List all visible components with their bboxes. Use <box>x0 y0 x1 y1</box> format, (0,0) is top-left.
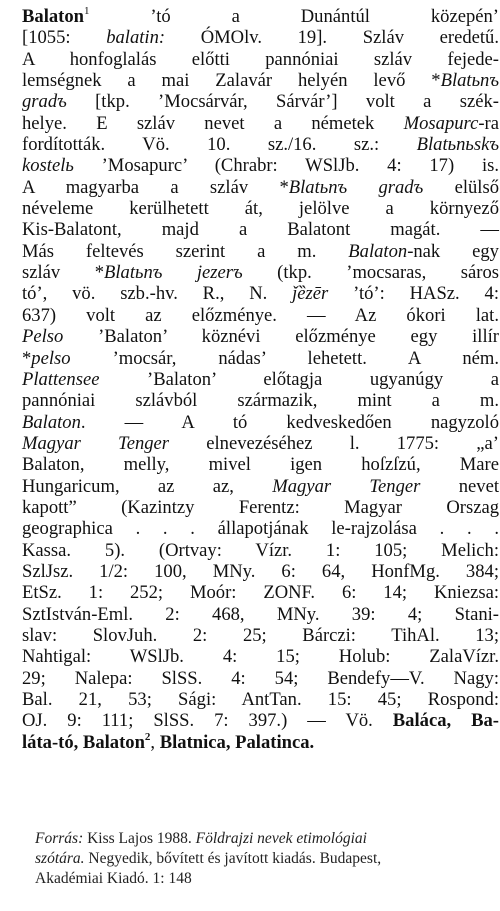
entry-line <box>22 433 499 454</box>
italic-text: gradъ <box>22 91 67 113</box>
italic-text: ǰȅzēr <box>292 283 329 305</box>
entry-line <box>22 646 499 667</box>
text-segment: kapott” (Kazintzy Ferentz: Magyar Orszag <box>22 496 499 518</box>
text-segment: 29; Nalepa: SlSS. 4: 54; Bendefy—V. Nagy: <box>22 667 499 689</box>
text-segment: Kassa. 5). (Ortvay: Vízr. 1: 105; Melich: <box>22 539 499 561</box>
text-segment: fordították. Vö. 10. sz./16. sz.: <box>22 134 417 156</box>
text-segment: ’Balaton’ köznévi előzménye egy illír <box>63 326 499 348</box>
text-segment: ÓMOlv. 19]. Szláv eredetű. <box>165 27 499 49</box>
italic-text: Plattensee <box>22 368 100 390</box>
headword-text: Blatnica, Palatinca. <box>159 731 315 753</box>
text-segment: Hungaricum, az az, <box>22 475 273 497</box>
headword-text: láta-tó, Balaton <box>22 731 145 753</box>
text-segment: ’tó a Dunántúl közepén’ <box>89 6 499 27</box>
italic-text: kostelь <box>22 155 74 177</box>
entry-line <box>22 241 499 262</box>
italic-text: Blatьnьskъ <box>416 134 499 156</box>
italic-text: Blatьnъ <box>440 70 499 92</box>
text-segment: Balaton, melly, mivel igen hoſzſzú, Mare <box>22 454 499 476</box>
text-segment: ’mocsár, nádas’ lehetett. A ném. <box>70 347 499 369</box>
entry-line <box>22 412 499 433</box>
entry-line <box>22 582 499 603</box>
source-line <box>35 869 465 889</box>
entry-line <box>22 390 499 411</box>
text-segment: -nak egy <box>407 240 499 262</box>
italic-text: Balaton <box>22 411 81 433</box>
entry-line <box>22 49 499 70</box>
italic-text: Forrás: <box>35 830 84 847</box>
text-segment: helye. E szláv nevet a németek <box>22 112 404 134</box>
entry-line <box>22 540 499 561</box>
entry-line <box>22 625 499 646</box>
text-segment: A magyarba a szláv * <box>22 176 289 198</box>
entry-line <box>22 134 499 155</box>
text-segment: ’Balaton’ előtagja ugyanúgy a <box>99 368 499 390</box>
entry-line <box>22 348 499 369</box>
source-line <box>35 849 465 869</box>
entry-line <box>22 561 499 582</box>
entry-line <box>22 27 499 48</box>
entry-line <box>22 497 499 518</box>
text-segment: Kiss Lajos 1988. <box>83 830 196 847</box>
italic-text: Balaton <box>348 240 408 262</box>
entry-line <box>22 283 499 304</box>
italic-text: Pelso <box>22 326 64 348</box>
text-segment: szláv * <box>22 262 104 284</box>
text-segment: Más feltevés szerint a m. <box>22 240 349 262</box>
text-segment: OJ. 9: 111; SlSS. 7: 397.) — Vö. <box>22 710 393 732</box>
entry-line <box>22 91 499 112</box>
text-segment: pannóniai szlávból származik, mint a m. <box>22 390 499 412</box>
italic-text: szótára. <box>35 850 85 867</box>
entry-line <box>22 113 499 134</box>
text-segment: , <box>150 731 160 753</box>
text-segment: geographica . . . állapotjának le-rajzolása . . . <box>22 518 499 540</box>
text-segment: A honfoglalás előtti pannóniai szláv fejede- <box>22 48 499 70</box>
text-segment: elnevezéséhez l. 1775: „a’ <box>169 432 499 454</box>
text-segment: (tkp. ’mocsaras, sáros <box>242 262 499 284</box>
headword-text: Balaton <box>22 6 84 27</box>
text-segment: slav: SlovJuh. 2: 25; Bárczi: TihAl. 13; <box>22 624 499 646</box>
text-segment: SzlJsz. 1/2: 100, MNy. 6: 64, HonfMg. 384; <box>22 560 499 582</box>
entry-line <box>22 177 499 198</box>
text-segment: . — A tó kedveskedően nagyzoló <box>80 411 499 433</box>
entry-line <box>22 689 499 710</box>
entry-line <box>22 518 499 539</box>
homonym-index: 2 <box>144 730 151 743</box>
entry-line <box>22 326 499 347</box>
entry-line <box>22 476 499 497</box>
text-segment: lemségnek a mai Zalavár helyén levő * <box>22 70 441 92</box>
entry-line <box>22 668 499 689</box>
entry-line <box>22 305 499 326</box>
italic-text: Blatьnъ jezerъ <box>104 262 243 284</box>
entry-line <box>22 198 499 219</box>
dictionary-entry <box>22 6 499 753</box>
italic-text: Mosapurc <box>403 112 479 134</box>
text-segment: 637) volt az előzménye. — Az ókori lat. <box>22 304 499 326</box>
text-segment: EtSz. 1: 252; Moór: ZONF. 6: 14; Kniezsa: <box>22 582 499 604</box>
italic-text: Magyar Tenger <box>22 432 170 454</box>
entry-line <box>22 155 499 176</box>
text-segment: néveleme kerülhetett át, jelölve a környező <box>22 198 499 220</box>
text-segment: * <box>22 347 32 369</box>
text-segment: -ra <box>478 112 499 134</box>
entry-line <box>22 454 499 475</box>
text-segment: Akadémiai Kiadó. 1: 148 <box>35 870 192 887</box>
text-segment: Kis-Balatont, majd a Balatont magát. — <box>22 219 499 241</box>
text-segment: ’tó’: HASz. 4: <box>328 283 499 305</box>
source-citation <box>35 829 465 889</box>
entry-line <box>22 369 499 390</box>
headword-text: Baláca, Ba- <box>392 710 499 732</box>
italic-text: Földrajzi nevek etimológiai <box>195 830 367 847</box>
text-segment: Bal. 21, 53; Sági: AntTan. 15: 45; Rospond: <box>22 689 499 710</box>
text-segment: Nahtigal: WSlJb. 4: 15; Holub: ZalaVízr. <box>22 646 499 668</box>
italic-text: Blatьnъ gradъ <box>288 176 424 198</box>
entry-line <box>22 604 499 625</box>
entry-line <box>22 262 499 283</box>
homonym-index: 1 <box>84 4 90 17</box>
italic-text: balatin: <box>106 27 166 49</box>
text-segment: [tkp. ’Mocsárvár, Sárvár’] volt a szék- <box>66 91 499 113</box>
entry-line <box>22 70 499 91</box>
italic-text: Magyar Tenger <box>272 475 421 497</box>
italic-text: pelso <box>31 347 71 369</box>
text-segment: SztIstván-Eml. 2: 468, MNy. 39: 4; Stani- <box>22 603 499 625</box>
text-segment: nevet <box>420 475 499 497</box>
entry-line <box>22 732 499 753</box>
text-segment: Negyedik, bővített és javított kiadás. Budapest, <box>84 850 382 867</box>
entry-line <box>22 219 499 240</box>
text-segment: tó’, vö. szb.-hv. R., N. <box>22 283 293 305</box>
text-segment: [1055: <box>22 27 107 49</box>
text-segment: elülső <box>423 176 499 198</box>
entry-line <box>22 6 499 27</box>
entry-line <box>22 710 499 731</box>
text-segment: ’Mosapurc’ (Chrabr: WSlJb. 4: 17) is. <box>73 155 499 177</box>
source-line <box>35 829 465 849</box>
